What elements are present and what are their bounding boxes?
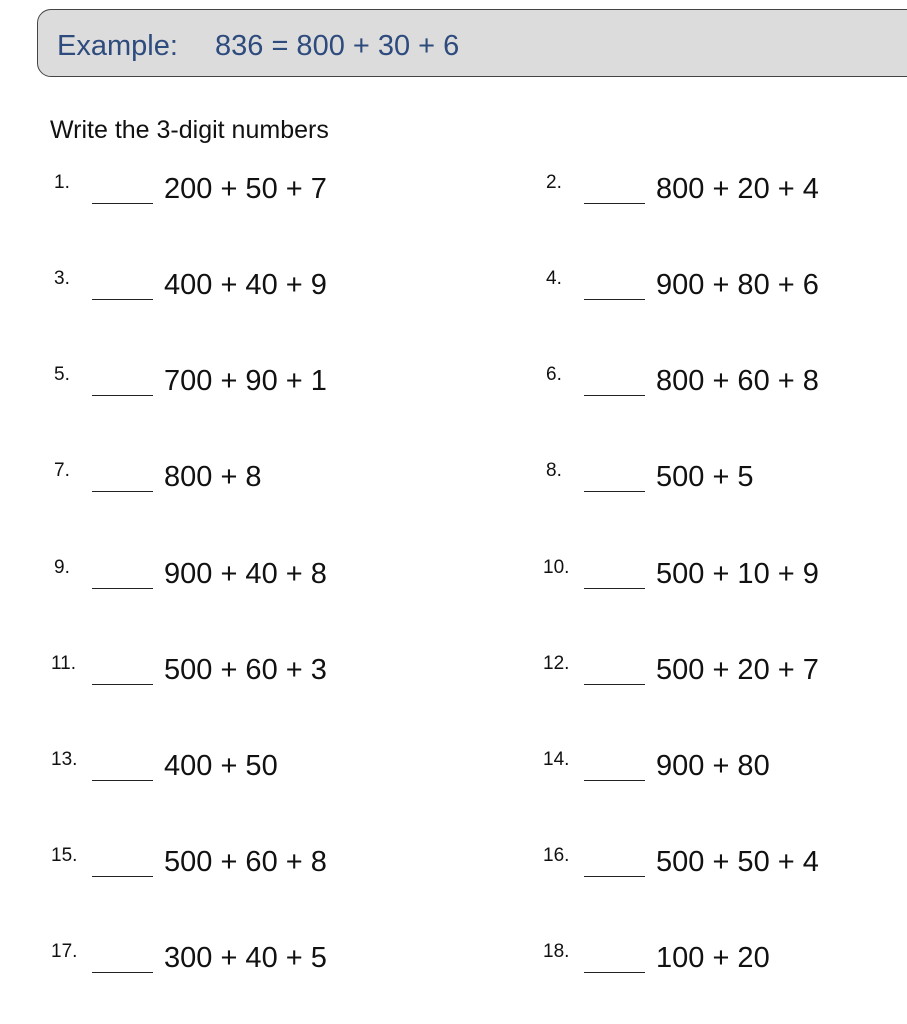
problem-number: 2. xyxy=(546,172,562,193)
problem-number: 15. xyxy=(51,845,78,866)
problem-expression: 500 + 60 + 8 xyxy=(164,846,327,878)
problem-expression: 900 + 80 + 6 xyxy=(656,269,819,301)
problem-expression: 900 + 80 xyxy=(656,750,770,782)
problem-expression: 700 + 90 + 1 xyxy=(164,365,327,397)
problem-expression: 400 + 50 xyxy=(164,750,278,782)
problem-number: 12. xyxy=(543,653,570,674)
example-equation: 836 = 800 + 30 + 6 xyxy=(215,30,460,62)
answer-blank[interactable] xyxy=(584,972,645,973)
problem-1 xyxy=(54,172,474,232)
answer-blank[interactable] xyxy=(584,299,645,300)
problem-number: 7. xyxy=(54,460,70,481)
problem-number: 17. xyxy=(51,941,78,962)
answer-blank[interactable] xyxy=(92,684,153,685)
problem-expression: 400 + 40 + 9 xyxy=(164,269,327,301)
problem-number: 11. xyxy=(51,653,77,674)
answer-blank[interactable] xyxy=(92,780,153,781)
problem-number: 3. xyxy=(54,268,70,289)
problem-17 xyxy=(51,941,471,1001)
problem-expression: 100 + 20 xyxy=(656,942,770,974)
problem-4 xyxy=(546,268,907,328)
problem-number: 9. xyxy=(54,557,70,578)
problem-expression: 500 + 60 + 3 xyxy=(164,654,327,686)
problem-number: 16. xyxy=(543,845,570,866)
problem-2 xyxy=(546,172,907,232)
instruction-text: Write the 3-digit numbers xyxy=(50,116,329,144)
problem-number: 14. xyxy=(543,749,570,770)
problem-expression: 500 + 50 + 4 xyxy=(656,846,819,878)
problem-expression: 800 + 60 + 8 xyxy=(656,365,819,397)
problem-9 xyxy=(54,557,474,617)
answer-blank[interactable] xyxy=(584,780,645,781)
problem-8 xyxy=(546,460,907,520)
problem-16 xyxy=(543,845,907,905)
problem-13 xyxy=(51,749,471,809)
answer-blank[interactable] xyxy=(584,203,645,204)
problem-6 xyxy=(546,364,907,424)
answer-blank[interactable] xyxy=(92,876,153,877)
answer-blank[interactable] xyxy=(92,588,153,589)
problem-expression: 900 + 40 + 8 xyxy=(164,558,327,590)
problem-number: 6. xyxy=(546,364,562,385)
problem-number: 1. xyxy=(54,172,70,193)
answer-blank[interactable] xyxy=(584,876,645,877)
problem-expression: 300 + 40 + 5 xyxy=(164,942,327,974)
answer-blank[interactable] xyxy=(584,491,645,492)
problem-expression: 200 + 50 + 7 xyxy=(164,173,327,205)
answer-blank[interactable] xyxy=(92,299,153,300)
problem-expression: 800 + 8 xyxy=(164,461,262,493)
problem-15 xyxy=(51,845,471,905)
problem-number: 8. xyxy=(546,460,562,481)
problem-expression: 500 + 10 + 9 xyxy=(656,558,819,590)
problem-18 xyxy=(543,941,907,1001)
answer-blank[interactable] xyxy=(92,203,153,204)
problem-number: 18. xyxy=(543,941,570,962)
problem-11 xyxy=(51,653,471,713)
problem-12 xyxy=(543,653,907,713)
problem-14 xyxy=(543,749,907,809)
problem-7 xyxy=(54,460,474,520)
answer-blank[interactable] xyxy=(584,684,645,685)
problem-expression: 800 + 20 + 4 xyxy=(656,173,819,205)
problem-5 xyxy=(54,364,474,424)
example-label: Example: xyxy=(57,30,178,62)
problem-expression: 500 + 20 + 7 xyxy=(656,654,819,686)
answer-blank[interactable] xyxy=(584,588,645,589)
problem-number: 5. xyxy=(54,364,70,385)
answer-blank[interactable] xyxy=(92,491,153,492)
problem-10 xyxy=(543,557,907,617)
problem-number: 4. xyxy=(546,268,562,289)
answer-blank[interactable] xyxy=(92,395,153,396)
answer-blank[interactable] xyxy=(92,972,153,973)
problem-expression: 500 + 5 xyxy=(656,461,754,493)
answer-blank[interactable] xyxy=(584,395,645,396)
problem-number: 10. xyxy=(543,557,570,578)
problem-number: 13. xyxy=(51,749,78,770)
problem-3 xyxy=(54,268,474,328)
